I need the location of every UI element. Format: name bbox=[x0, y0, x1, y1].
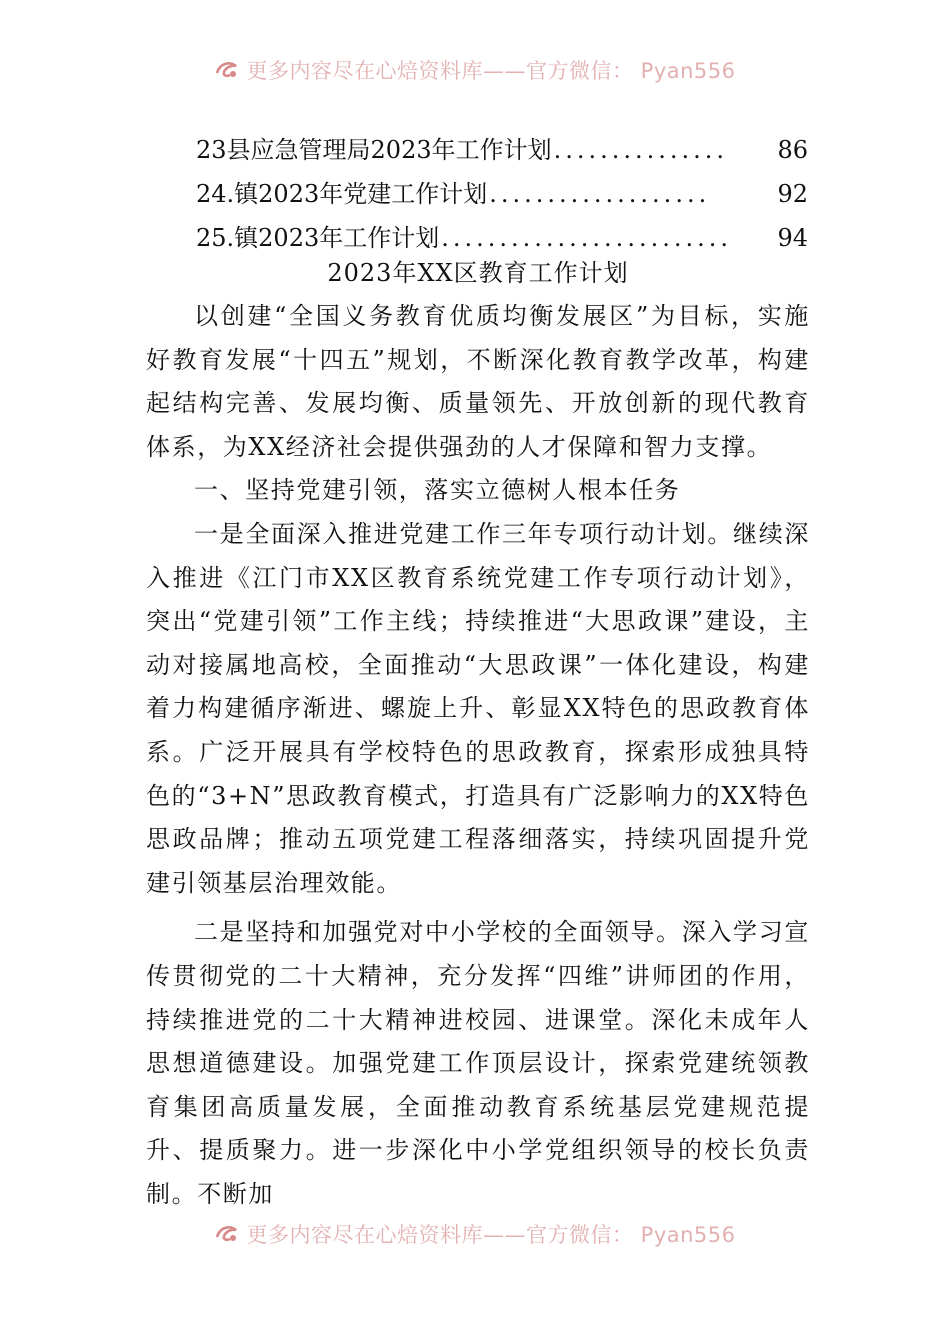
toc-entry-title: 23县应急管理局2023年工作计划 bbox=[196, 136, 552, 164]
watermark-logo-icon bbox=[214, 59, 240, 81]
watermark-text: 更多内容尽在心焙资料库——官方微信： Pyan556 bbox=[246, 59, 736, 83]
toc-leader-dots: ......................... bbox=[441, 224, 732, 252]
section-heading: 一、坚持党建引领，落实立德树人根本任务 bbox=[194, 476, 681, 505]
intro-paragraph: 以创建“全国义务教育优质均衡发展区”为目标，实施好教育发展“十四五”规划，不断深化教育教学改革，构建起结构完善、发展均衡、质量领先、开放创新的现代教育体系，为XX经济社会提供强劲的人才保障和智力支撑。 bbox=[146, 302, 810, 461]
toc-entry-title: 25.镇2023年工作计划 bbox=[196, 224, 440, 252]
watermark-footer bbox=[0, 1218, 950, 1250]
toc-entry[interactable] bbox=[196, 172, 808, 216]
watermark-logo-icon bbox=[214, 1223, 240, 1245]
table-of-contents bbox=[196, 128, 808, 260]
toc-entry-title: 24.镇2023年党建工作计划 bbox=[196, 180, 488, 208]
watermark-header bbox=[0, 54, 950, 86]
toc-page-number: 86 bbox=[777, 136, 808, 164]
toc-page-number: 94 bbox=[777, 224, 808, 252]
body-paragraph: 二是坚持和加强党对中小学校的全面领导。深入学习宣传贯彻党的二十大精神，充分发挥“四维”讲师团的作用，持续推进党的二十大精神进校园、进课堂。深化未成年人思想道德建设。加强党建工作顶层设计，探索党建统领教育集团高质量发展，全面推动教育系统基层党建规范提升、提质聚力。进一步深化中小学党组织领导的校长负责制。不断加 bbox=[146, 918, 810, 1208]
toc-page-number: 92 bbox=[777, 180, 808, 208]
toc-entry[interactable] bbox=[196, 128, 808, 172]
watermark-text: 更多内容尽在心焙资料库——官方微信： Pyan556 bbox=[246, 1223, 736, 1247]
toc-leader-dots: ............... bbox=[553, 136, 729, 164]
document-title: 2023年XX区教育工作计划 bbox=[327, 259, 629, 287]
document-body bbox=[146, 251, 810, 1216]
toc-leader-dots: ................... bbox=[489, 180, 711, 208]
body-paragraph: 一是全面深入推进党建工作三年专项行动计划。继续深入推进《江门市XX区教育系统党建工作专项行动计划》，突出“党建引领”工作主线；持续推进“大思政课”建设，主动对接属地高校，全面推动“大思政课”一体化建设，构建着力构建循序渐进、螺旋上升、彰显XX特色的思政教育体系。广泛开展具有学校特色的思政教育，探索形成独具特色的“3+N”思政教育模式，打造具有广泛影响力的XX特色思政品牌；推动五项党建工程落细落实，持续巩固提升党建引领基层治理效能。 bbox=[146, 519, 810, 897]
